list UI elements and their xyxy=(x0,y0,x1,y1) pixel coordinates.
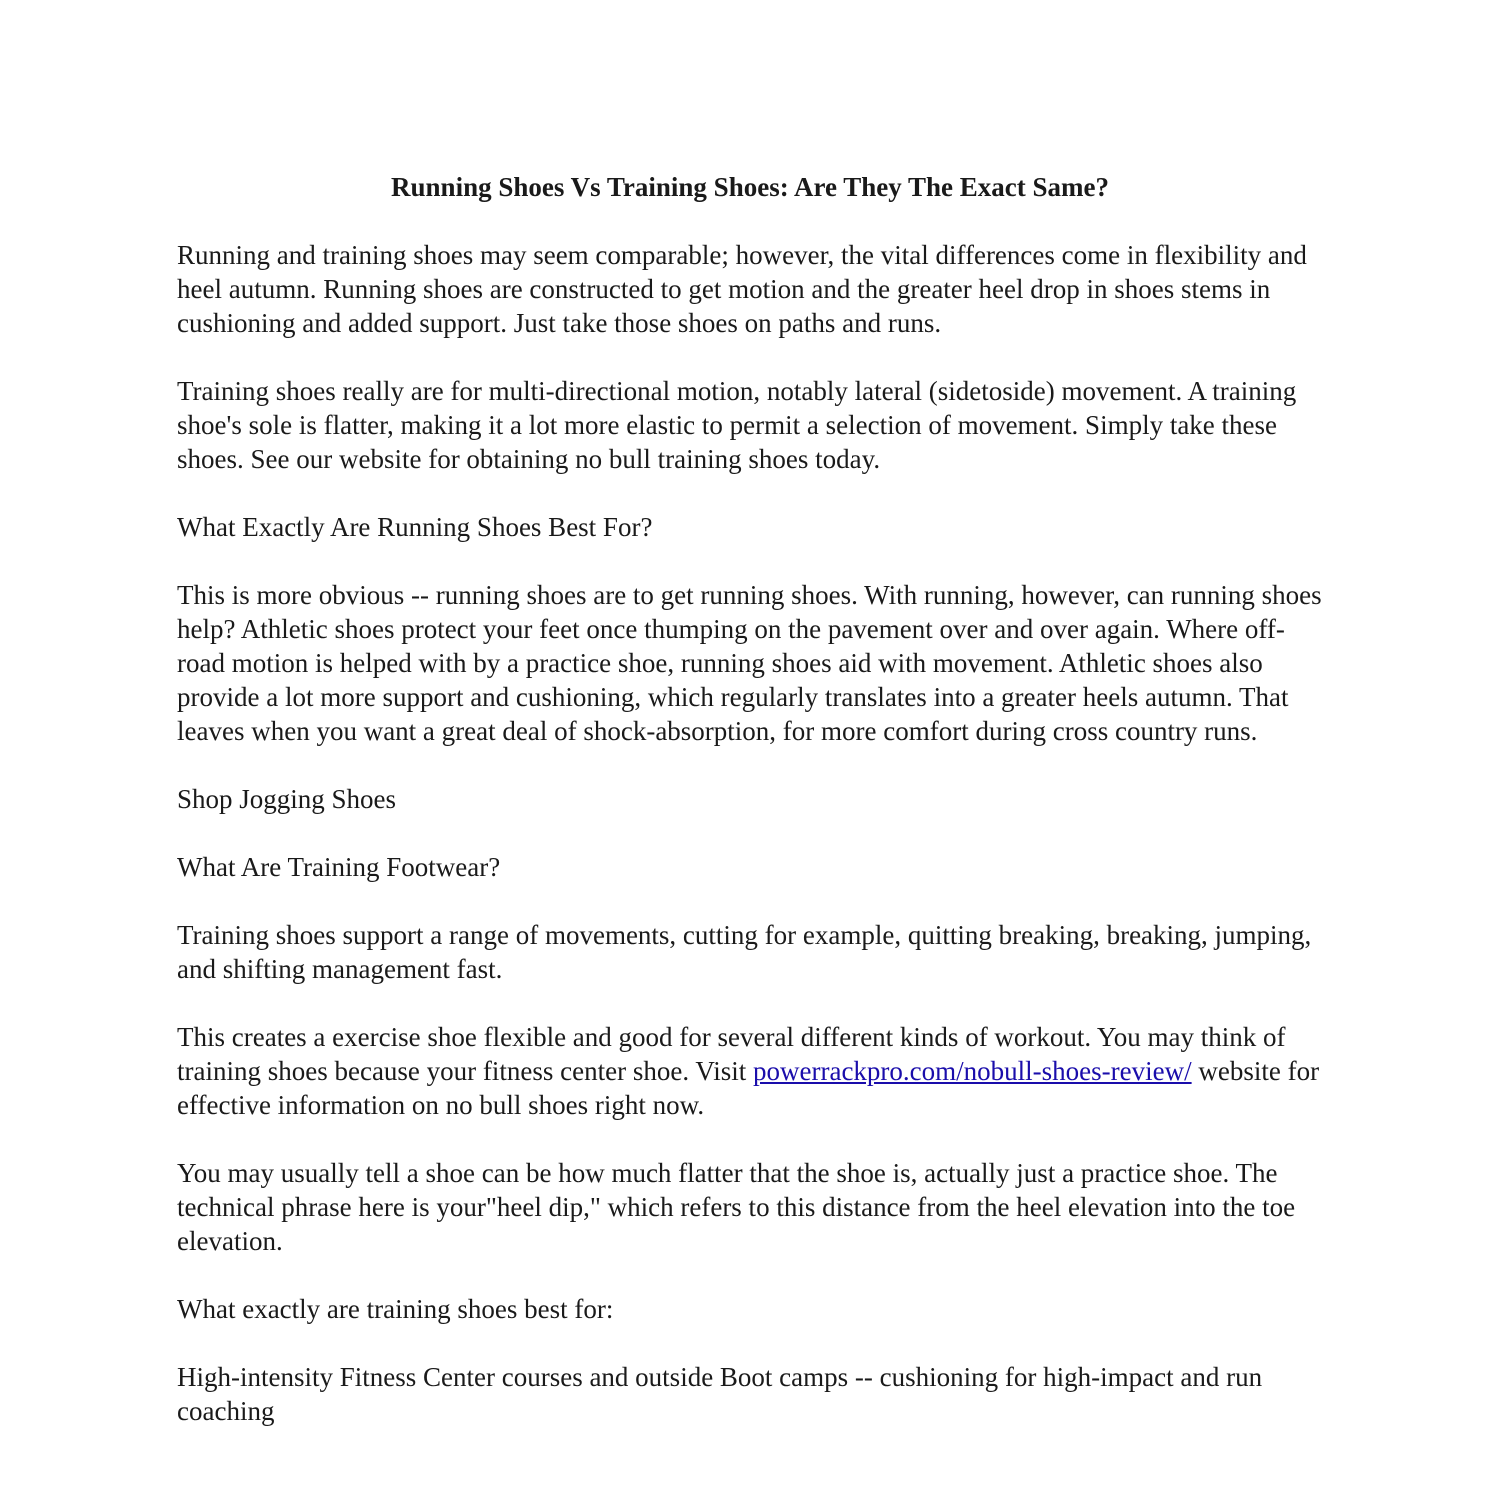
paragraph-exercise-shoe-text-end: website for effective information on no bull shoes right now. xyxy=(177,1056,1320,1120)
nobull-review-link[interactable]: powerrackpro.com/nobull-shoes-review/ xyxy=(753,1056,1192,1086)
paragraph-heel-dip: You may usually tell a shoe can be how much flatter that the shoe is, actually just a practice shoe. The technical phrase here is your"heel dip," which refers to this distance from the heel elevation into the toe elevation. xyxy=(177,1158,1296,1256)
paragraph-intro: Running and training shoes may seem comparable; however, the vital differences come in flexibility and heel autumn. Running shoes are constructed to get motion and the greater heel drop in shoes stems in cushioning and added support. Just take those shoes on paths and runs. xyxy=(177,240,1307,338)
paragraph-training-movements: Training shoes support a range of movements, cutting for example, quitting breaking, breaking, jumping, and shifting management fast. xyxy=(177,920,1312,984)
heading-shop-jogging-shoes: Shop Jogging Shoes xyxy=(177,784,397,814)
heading-training-shoes-best-for: What exactly are training shoes best for: xyxy=(177,1294,614,1324)
document-title: Running Shoes Vs Training Shoes: Are They The Exact Same? xyxy=(391,172,1109,202)
heading-running-shoes-best-for: What Exactly Are Running Shoes Best For? xyxy=(177,512,653,542)
heading-training-footwear: What Are Training Footwear? xyxy=(177,852,501,882)
paragraph-training-shoes: Training shoes really are for multi-directional motion, notably lateral (sidetoside) movement. A training shoe's sole is flatter, making it a lot more elastic to permit a selection of movement. Simply take these shoes. See our website for obtaining no bull training shoes today. xyxy=(177,376,1297,474)
paragraph-exercise-shoe-text: This creates a exercise shoe flexible and good for several different kinds of workout. You may think of training shoes because your fitness center shoe. Visit xyxy=(177,1022,1286,1086)
paragraph-high-intensity: High-intensity Fitness Center courses and outside Boot camps -- cushioning for high-impact and run coaching xyxy=(177,1362,1263,1426)
paragraph-exercise-shoe xyxy=(177,1020,1327,1122)
paragraph-running-shoes: This is more obvious -- running shoes are to get running shoes. With running, however, can running shoes help? Athletic shoes protect your feet once thumping on the pavement over and over again. Where off-road motion is helped with by a practice shoe, running shoes aid with movement. Athletic shoes also provide a lot more support and cushioning, which regularly translates into a greater heels autumn. That leaves when you want a great deal of shock-absorption, for more comfort during cross country runs. xyxy=(177,580,1322,746)
document-page xyxy=(177,170,1327,1462)
